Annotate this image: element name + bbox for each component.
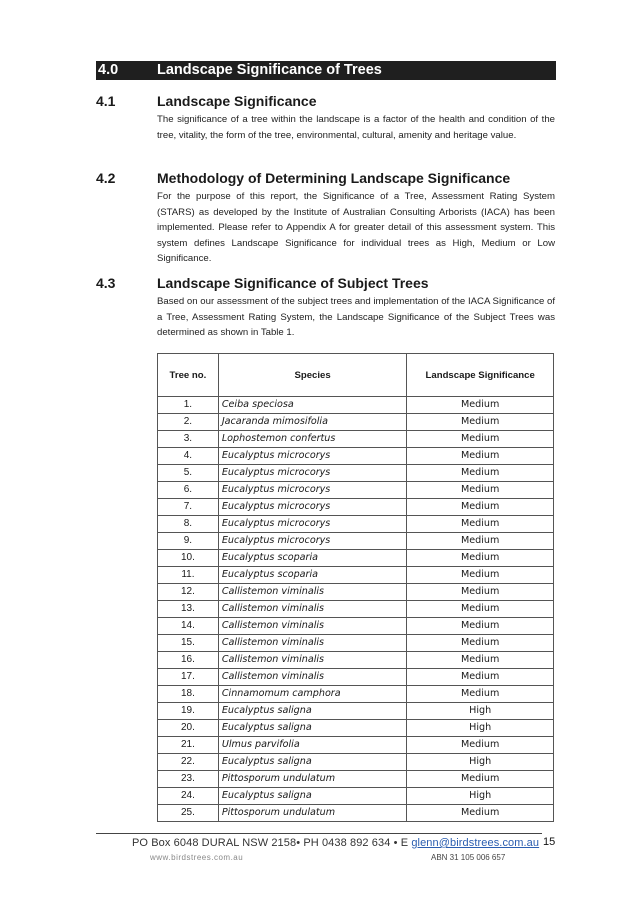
table-row xyxy=(158,635,554,652)
cell-species: Callistemon viminalis xyxy=(218,652,407,669)
cell-species: Callistemon viminalis xyxy=(218,669,407,686)
subsection-number: 4.3 xyxy=(96,275,116,291)
cell-significance: Medium xyxy=(407,516,554,533)
table-row xyxy=(158,584,554,601)
cell-tree-no: 20. xyxy=(158,720,219,737)
table-row xyxy=(158,465,554,482)
cell-significance: Medium xyxy=(407,686,554,703)
table-row xyxy=(158,737,554,754)
cell-significance: High xyxy=(407,720,554,737)
cell-tree-no: 7. xyxy=(158,499,219,516)
cell-significance: Medium xyxy=(407,584,554,601)
cell-species: Callistemon viminalis xyxy=(218,601,407,618)
cell-tree-no: 2. xyxy=(158,414,219,431)
table-row xyxy=(158,414,554,431)
cell-significance: Medium xyxy=(407,635,554,652)
cell-significance: Medium xyxy=(407,533,554,550)
section-number: 4.0 xyxy=(98,62,119,78)
subsection-paragraph: The significance of a tree within the landscape is a factor of the health and condition of the tree, vitality, the form of the tree, environmental, cultural, amenity and heritage value. xyxy=(157,114,555,141)
cell-tree-no: 24. xyxy=(158,788,219,805)
table-row xyxy=(158,771,554,788)
cell-species: Cinnamomum camphora xyxy=(218,686,407,703)
cell-tree-no: 10. xyxy=(158,550,219,567)
table-row xyxy=(158,567,554,584)
cell-significance: Medium xyxy=(407,397,554,414)
cell-tree-no: 18. xyxy=(158,686,219,703)
cell-tree-no: 9. xyxy=(158,533,219,550)
table-row xyxy=(158,550,554,567)
cell-significance: Medium xyxy=(407,499,554,516)
cell-tree-no: 16. xyxy=(158,652,219,669)
cell-significance: Medium xyxy=(407,771,554,788)
table-row xyxy=(158,431,554,448)
cell-tree-no: 17. xyxy=(158,669,219,686)
cell-tree-no: 14. xyxy=(158,618,219,635)
cell-tree-no: 6. xyxy=(158,482,219,499)
section-title: Landscape Significance of Trees xyxy=(157,62,382,78)
footer-contact xyxy=(132,837,539,849)
cell-species: Eucalyptus microcorys xyxy=(218,516,407,533)
cell-significance: Medium xyxy=(407,482,554,499)
cell-tree-no: 5. xyxy=(158,465,219,482)
column-header-tree-no: Tree no. xyxy=(158,354,219,397)
cell-species: Eucalyptus microcorys xyxy=(218,448,407,465)
subsection-paragraph: Based on our assessment of the subject trees and implementation of the IACA Significance of a Tree, Assessment Rating System, the Landscape Significance of the Subject Trees was determined as shown in Table 1. xyxy=(157,296,555,338)
table-row xyxy=(158,618,554,635)
cell-species: Pittosporum undulatum xyxy=(218,805,407,822)
cell-tree-no: 8. xyxy=(158,516,219,533)
cell-species: Eucalyptus microcorys xyxy=(218,482,407,499)
cell-tree-no: 11. xyxy=(158,567,219,584)
cell-species: Eucalyptus saligna xyxy=(218,754,407,771)
table-header-row xyxy=(158,354,554,397)
subsection-number: 4.1 xyxy=(96,93,116,109)
cell-species: Eucalyptus scoparia xyxy=(218,550,407,567)
cell-species: Ceiba speciosa xyxy=(218,397,407,414)
cell-significance: Medium xyxy=(407,431,554,448)
cell-significance: Medium xyxy=(407,601,554,618)
landscape-significance-table xyxy=(157,353,554,822)
subsection-title: Landscape Significance xyxy=(157,93,317,109)
cell-tree-no: 13. xyxy=(158,601,219,618)
footer-email-link[interactable]: glenn@birdstrees.com.au xyxy=(411,837,540,849)
cell-significance: Medium xyxy=(407,652,554,669)
footer-abn: ABN 31 105 006 657 xyxy=(431,853,506,862)
cell-significance: Medium xyxy=(407,567,554,584)
cell-tree-no: 1. xyxy=(158,397,219,414)
cell-significance: Medium xyxy=(407,669,554,686)
cell-species: Eucalyptus scoparia xyxy=(218,567,407,584)
cell-species: Eucalyptus saligna xyxy=(218,703,407,720)
table-row xyxy=(158,482,554,499)
cell-significance: High xyxy=(407,754,554,771)
cell-species: Eucalyptus saligna xyxy=(218,720,407,737)
table-row xyxy=(158,720,554,737)
table-row xyxy=(158,448,554,465)
footer-address: PO Box 6048 DURAL NSW 2158• PH 0438 892 634 • E xyxy=(132,837,412,849)
table-row xyxy=(158,601,554,618)
subsection-number: 4.2 xyxy=(96,170,116,186)
table-row xyxy=(158,533,554,550)
table-row xyxy=(158,686,554,703)
footer-website: www.birdstrees.com.au xyxy=(150,853,244,862)
cell-significance: Medium xyxy=(407,465,554,482)
cell-tree-no: 21. xyxy=(158,737,219,754)
cell-significance: Medium xyxy=(407,414,554,431)
cell-significance: High xyxy=(407,703,554,720)
cell-species: Callistemon viminalis xyxy=(218,635,407,652)
table-row xyxy=(158,669,554,686)
subsection-title: Methodology of Determining Landscape Significance xyxy=(157,170,511,186)
table-row xyxy=(158,754,554,771)
table-row xyxy=(158,516,554,533)
table-row xyxy=(158,805,554,822)
cell-species: Callistemon viminalis xyxy=(218,584,407,601)
cell-significance: High xyxy=(407,788,554,805)
cell-significance: Medium xyxy=(407,618,554,635)
table-row xyxy=(158,703,554,720)
table-row xyxy=(158,652,554,669)
cell-significance: Medium xyxy=(407,550,554,567)
cell-significance: Medium xyxy=(407,448,554,465)
cell-species: Ulmus parvifolia xyxy=(218,737,407,754)
footer-divider xyxy=(96,833,542,834)
table-body xyxy=(158,397,554,822)
cell-tree-no: 25. xyxy=(158,805,219,822)
cell-species: Eucalyptus microcorys xyxy=(218,465,407,482)
cell-significance: Medium xyxy=(407,737,554,754)
cell-tree-no: 22. xyxy=(158,754,219,771)
cell-tree-no: 15. xyxy=(158,635,219,652)
cell-species: Eucalyptus saligna xyxy=(218,788,407,805)
column-header-species: Species xyxy=(218,354,407,397)
cell-tree-no: 19. xyxy=(158,703,219,720)
subsection-title: Landscape Significance of Subject Trees xyxy=(157,275,429,291)
cell-species: Jacaranda mimosifolia xyxy=(218,414,407,431)
section-heading-bar xyxy=(96,61,556,80)
column-header-significance: Landscape Significance xyxy=(407,354,554,397)
cell-species: Pittosporum undulatum xyxy=(218,771,407,788)
table-row xyxy=(158,397,554,414)
cell-tree-no: 3. xyxy=(158,431,219,448)
cell-species: Eucalyptus microcorys xyxy=(218,499,407,516)
cell-significance: Medium xyxy=(407,805,554,822)
cell-tree-no: 4. xyxy=(158,448,219,465)
subsection-paragraph: For the purpose of this report, the Significance of a Tree, Assessment Rating System (STARS) as developed by the Institute of Australian Consulting Arborists (IACA) has been implemented. Please refer to Appendix A for greater detail of this assessment system. This system defines Landscape Significance for individual trees as High, Medium or Low Significance. xyxy=(157,191,555,264)
table-row xyxy=(158,499,554,516)
cell-species: Eucalyptus microcorys xyxy=(218,533,407,550)
cell-tree-no: 12. xyxy=(158,584,219,601)
cell-species: Callistemon viminalis xyxy=(218,618,407,635)
table-row xyxy=(158,788,554,805)
page-number: 15 xyxy=(543,836,556,848)
cell-species: Lophostemon confertus xyxy=(218,431,407,448)
cell-tree-no: 23. xyxy=(158,771,219,788)
